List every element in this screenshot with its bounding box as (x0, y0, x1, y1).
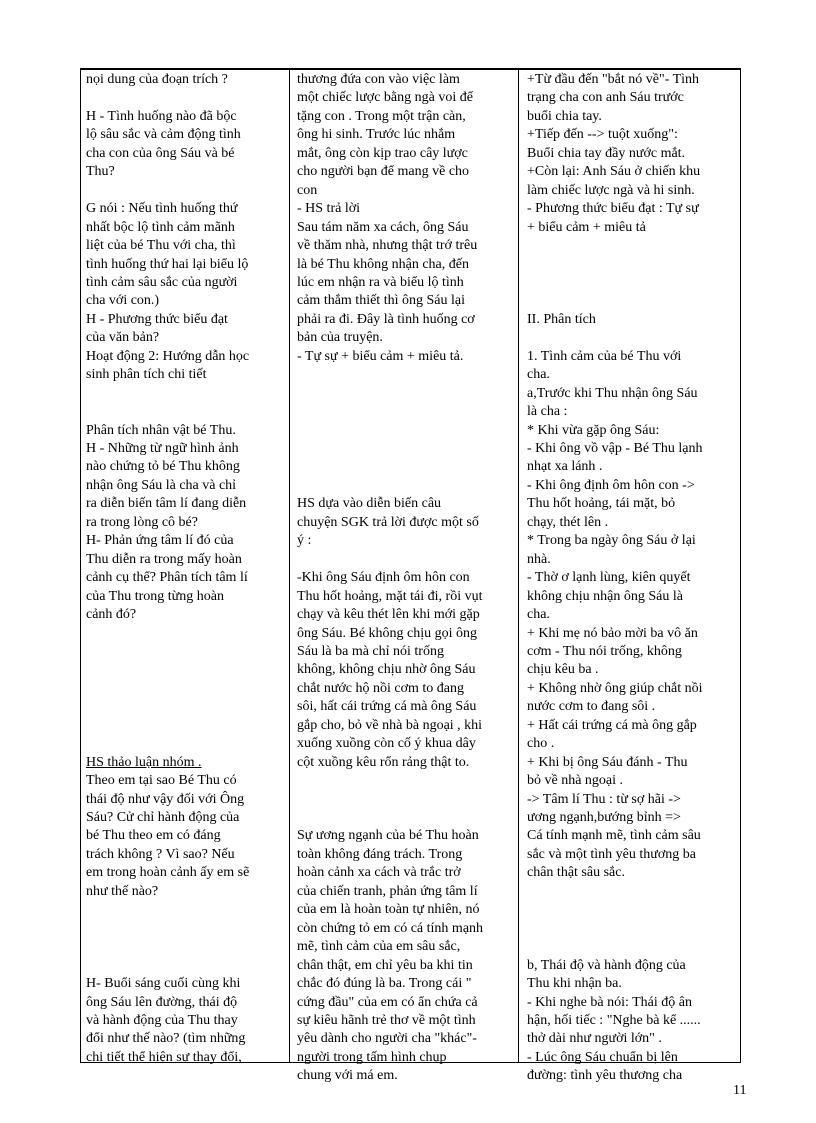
col1-line: ông Sáu lên đường, thái độ (86, 994, 238, 1010)
col3-line: nước cơm to đang sôi . (527, 699, 656, 715)
col1-line: và hành động của Thu thay (86, 1012, 238, 1028)
col3-line: chịu kêu ba . (527, 662, 599, 678)
col1-line: Thu? (86, 164, 115, 180)
col1-line: tình cảm sâu sắc của người (86, 274, 238, 290)
lesson-table (80, 68, 741, 1084)
col2-line: bản của truyện. (297, 330, 383, 346)
col1-line: nào chứng tỏ bé Thu không (86, 459, 240, 475)
col2-line: cho người bạn để mang về cho (297, 164, 470, 180)
col1-line: chi tiết thể hiện sự thay đổi, (86, 1049, 242, 1065)
col3-line: cơm - Thu nói trống, không (527, 643, 682, 659)
col1-line: đổi như thế nào? (tìm những (86, 1031, 246, 1047)
col3-line: là cha : (527, 404, 568, 420)
col3-line: - Phương thức biểu đạt : Tự sự (527, 201, 699, 217)
col3-line: cha. (527, 367, 550, 383)
col2-line: chung với má em. (297, 1068, 398, 1084)
col1-line: cảnh đó? (86, 607, 137, 623)
col2-line: tặng con . Trong một trận càn, (297, 108, 466, 124)
col2-line: không, không chịu nhờ ông Sáu (297, 662, 476, 678)
col1-line: Theo em tại sao Bé Thu có (86, 773, 237, 789)
col2-line: gắp cho, bỏ về nhà bà ngoại , khi (297, 717, 483, 733)
col2-line: người trong tấm hình chụp (297, 1049, 447, 1065)
col3-line: a,Trước khi Thu nhận ông Sáu (527, 385, 698, 401)
col3-line: cho . (527, 736, 555, 752)
column-divider-2 (518, 69, 519, 1062)
col3-line: nhà. (527, 551, 551, 567)
col1-line: HS thảo luận nhóm . (86, 754, 202, 770)
col3-line: bỏ về nhà ngoại . (527, 773, 624, 789)
col2-line: chắt nước hộ nồi cơm to đang (297, 680, 465, 696)
col2-line: xuống xuồng còn cố ý khua dây (297, 736, 476, 752)
col1-line: cảnh cụ thể? Phân tích tâm lí (86, 570, 248, 586)
col3-line: trạng cha con anh Sáu trước (527, 90, 684, 106)
col3-line: Thu khi nhận ba. (527, 976, 622, 992)
col3-line: b, Thái độ và hành động của (527, 957, 686, 973)
col2-line: mẽ, tình cảm của em sâu sắc, (297, 939, 461, 955)
col3-line: Buổi chia tay đầy nước mắt. (527, 145, 686, 161)
col2-line: toàn không đáng trách. Trong (297, 846, 463, 862)
col2-line: ông hi sinh. Trước lúc nhắm (297, 127, 456, 143)
col3-line: buổi chia tay. (527, 108, 602, 124)
col3-line: - Khi ông vồ vập - Bé Thu lạnh (527, 441, 703, 456)
col3-line: - Khi ông định ôm hôn con -> (527, 477, 695, 493)
table-top-border (81, 69, 740, 70)
col1-line: cha con của ông Sáu và bé (86, 145, 235, 161)
col2-line: chạy và kêu thét lên khi mới gặp (297, 607, 480, 623)
col1-line: H - Tình huống nào đã bộc (86, 108, 237, 124)
col1-line: trách không ? Vì sao? Nếu (86, 846, 235, 862)
col3-line: + Khi mẹ nó bảo mời ba vô ăn (527, 625, 698, 641)
col3-line: - Lúc ông Sáu chuẩn bị lên (527, 1049, 678, 1065)
col3-line: + biểu cảm + miêu tả (527, 219, 646, 235)
col2-line: phải ra đi. Đây là tình huống cơ (297, 311, 475, 327)
col2-line: của chiến tranh, phản ứng tâm lí (297, 883, 478, 899)
col2-line: - HS trả lời (297, 201, 361, 217)
col2-line: chuyện SGK trả lời được một số (297, 514, 479, 530)
col1-line: Hoạt động 2: Hướng dẫn học (86, 348, 250, 364)
col3-line: chạy, thét lên . (527, 514, 609, 530)
col3-line: + Khi bị ông Sáu đánh - Thu (527, 754, 688, 770)
col3-line: nhạt xa lánh . (527, 459, 603, 475)
col1-line: Thu diễn ra trong mấy hoàn (86, 551, 242, 567)
col2-line: HS dựa vào diễn biến câu (297, 496, 442, 512)
col3-line: - Thờ ơ lạnh lùng, kiên quyết (527, 570, 691, 586)
col3-line: Thu hốt hoảng, tái mặt, bỏ (527, 496, 676, 512)
col1-line: H- Buổi sáng cuối cùng khi (86, 976, 241, 992)
col3-line: + Không nhờ ông giúp chắt nồi (527, 680, 703, 696)
col2-line: ý : (297, 533, 312, 549)
col2-line: Sự ương ngạnh của bé Thu hoàn (297, 828, 479, 844)
col2-line: cứng đầu" của em có ẩn chứa cả (297, 994, 478, 1010)
col2-line: cột xuồng kêu rổn rảng thật to. (297, 754, 470, 770)
col2-line: ông Sáu. Bé không chịu gọi ông (297, 625, 478, 641)
col3-line: hận, hối tiếc : "Nghe bà kể ...... (527, 1012, 701, 1028)
col3-line: +Tiếp đến --> tuột xuống": (527, 127, 678, 143)
col3-line: sắc và một tình yêu thương ba (527, 846, 696, 862)
col3-line: thở dài như người lớn" . (527, 1031, 662, 1047)
col2-line: yêu dành cho người cha "khác"- (297, 1031, 477, 1047)
col2-line: là bé Thu không nhận cha, đến (297, 256, 469, 272)
col1-line: lộ sâu sắc và cảm động tình (86, 127, 241, 143)
col2-line: thương đứa con vào việc làm (297, 72, 460, 87)
col2-line: một chiếc lược bằng ngà voi để (297, 90, 473, 106)
col3-line: +Còn lại: Anh Sáu ở chiến khu (527, 164, 701, 180)
col2-line: Sáu là ba mà chỉ nói trống (297, 643, 444, 659)
col2-line: -Khi ông Sáu định ôm hôn con (297, 570, 470, 586)
col2-line: Sau tám năm xa cách, ông Sáu (297, 219, 469, 235)
column-divider-1 (289, 69, 290, 1062)
col1-line: H - Phương thức biểu đạt (86, 311, 228, 327)
col1-line: liệt của bé Thu với cha, thì (86, 238, 236, 254)
col1-line: của Thu trong từng hoàn (86, 588, 224, 604)
col3-line: - Khi nghe bà nói: Thái độ ân (527, 994, 692, 1010)
col1-line: bé Thu theo em có đáng (86, 828, 221, 844)
col3-line: +Từ đầu đến "bắt nó về"- Tình (527, 72, 700, 87)
col2-line: cảm thắm thiết thì ông Sáu lại (297, 293, 465, 309)
col3-line: ương ngạnh,bướng bỉnh => (527, 810, 681, 825)
col1-line: H- Phản ứng tâm lí đó của (86, 533, 234, 549)
col2-line: con (297, 182, 318, 198)
col2-line: sự kiêu hãnh trẻ thơ về một tình (297, 1012, 476, 1028)
col2-line: chắc đó đúng là ba. Trong cái " (297, 976, 472, 992)
col3-line: làm chiếc lược ngà và hi sinh. (527, 182, 695, 198)
col2-line: sôi, hất cái trứng cá mà ông Sáu (297, 699, 477, 715)
col3-line: không chịu nhận ông Sáu là (527, 588, 683, 604)
col1-line: cha với con.) (86, 293, 160, 309)
col1-line: G nói : Nếu tình huống thứ (86, 201, 238, 217)
col2-line: của em là hoàn toàn tự nhiên, nó (297, 902, 480, 918)
col2-line: hoàn cảnh xa cách và trắc trở (297, 865, 461, 881)
col2-line: - Tự sự + biểu cảm + miêu tả. (297, 348, 464, 364)
col1-line: nhất bộc lộ tình cảm mãnh (86, 219, 235, 235)
col3-line: Cá tính mạnh mẽ, tình cảm sâu (527, 828, 701, 844)
col1-line: sinh phân tích chi tiết (86, 367, 207, 383)
col2-line: chân thật, em chỉ yêu ba khi tin (297, 957, 473, 973)
col2-line: còn chứng tỏ em có cá tính mạnh (297, 920, 484, 936)
page-number: 11 (733, 1083, 747, 1098)
col3-line: đường: tình yêu thương cha (527, 1068, 683, 1084)
col3-line: cha. (527, 607, 550, 623)
col1-line: em trong hoàn cảnh ấy em sẽ (86, 865, 250, 881)
col1-line: Phân tích nhân vật bé Thu. (86, 422, 236, 438)
col1-line: ra diễn biến tâm lí đang diễn (86, 496, 247, 512)
col1-line: như thế nào? (86, 883, 159, 899)
col3-line: II. Phân tích (527, 311, 596, 327)
col1-line: ra trong lòng cô bé? (86, 514, 198, 530)
col3-line: * Trong ba ngày ông Sáu ở lại (527, 533, 696, 549)
col3-line: 1. Tình cảm của bé Thu với (527, 348, 682, 364)
col1-line: thái độ như vậy đối với Ông (86, 791, 245, 807)
col3-line: chân thật sâu sắc. (527, 865, 625, 881)
col3-line: * Khi vừa gặp ông Sáu: (527, 422, 660, 438)
col3-line: -> Tâm lí Thu : từ sợ hãi -> (527, 791, 681, 807)
col1-line: Sáu? Cử chỉ hành động của (86, 810, 240, 825)
col1-line: nhận ông Sáu là cha và chỉ (86, 477, 237, 493)
col1-line: tình huống thứ hai lại biểu lộ (86, 256, 249, 272)
col1-line: của văn bản? (86, 330, 160, 346)
col2-line: mắt, ông còn kịp trao cây lược (297, 145, 468, 161)
col1-line: nọi dung của đoạn trích ? (86, 72, 228, 87)
col3-line: + Hất cái trứng cá mà ông gắp (527, 717, 697, 733)
col1-line: H - Những từ ngữ hình ảnh (86, 441, 239, 456)
col2-line: Thu hốt hoảng, mặt tái đi, rồi vụt (297, 588, 483, 604)
col2-line: lúc em nhận ra và biểu lộ tình (297, 274, 464, 290)
col2-line: về thăm nhà, nhưng thật trớ trêu (297, 238, 478, 254)
